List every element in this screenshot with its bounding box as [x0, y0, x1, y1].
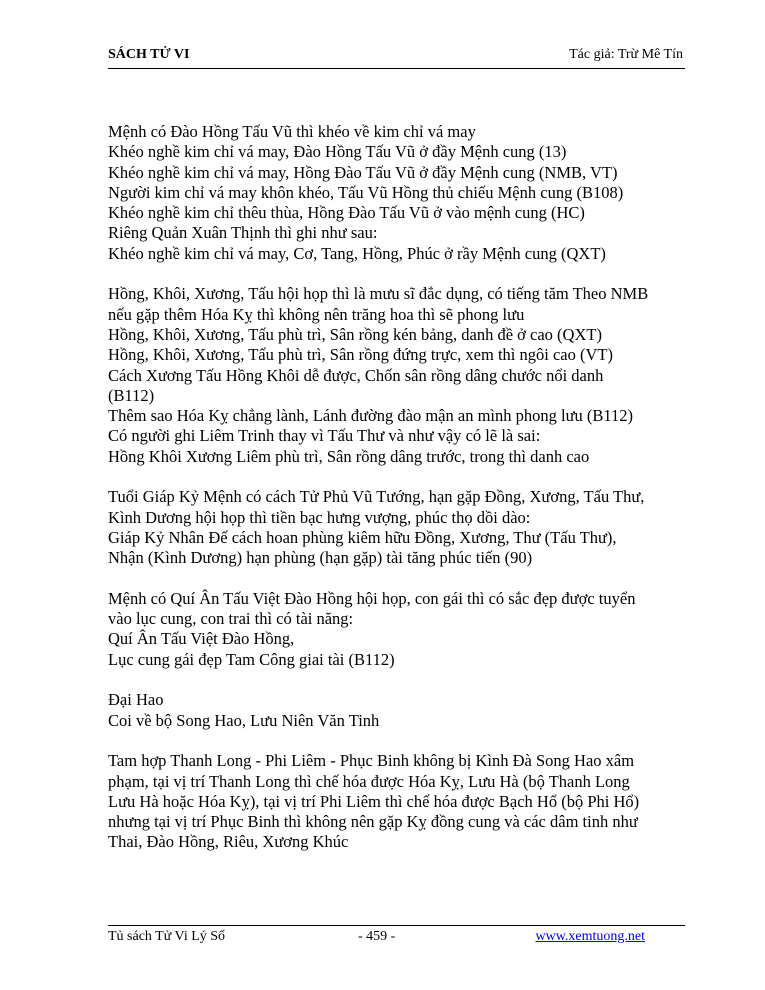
paragraph: [108, 122, 688, 264]
paragraph: [108, 589, 688, 670]
header-title: SÁCH TỬ VI: [108, 47, 190, 62]
text-line: Lưu Hà hoặc Hóa Kỵ), tại vị trí Phi Liêm thì chế hóa được Bạch Hổ (bộ Phi Hổ): [108, 791, 640, 811]
text-line: (B112): [108, 385, 155, 405]
text-line: phạm, tại vị trí Thanh Long thì chế hóa được Hóa Kỵ, Lưu Hà (bộ Thanh Long: [108, 771, 630, 791]
document-body: [108, 122, 688, 873]
text-line: Thêm sao Hóa Kỵ chẳng lành, Lánh đường đào mận an mình phong lưu (B112): [108, 406, 634, 426]
text-line: Quí Ân Tấu Việt Đào Hồng,: [108, 629, 295, 649]
text-line: Mệnh có Quí Ân Tấu Việt Đào Hồng hội họp, con gái thì có sắc đẹp được tuyển: [108, 588, 636, 608]
text-line: Giáp Kỷ Nhân Đế cách hoan phùng kiêm hữu Đồng, Xương, Thư (Tấu Thư),: [108, 527, 617, 547]
page-footer: [108, 925, 685, 952]
paragraph: [108, 284, 688, 467]
text-line: Lục cung gái đẹp Tam Công giai tài (B112): [108, 649, 395, 669]
paragraph: [108, 690, 688, 731]
footer-series-title: Tủ sách Tử Vi Lý Số: [108, 929, 226, 944]
text-line: Hồng, Khôi, Xương, Tấu hội họp thì là mưu sĩ đắc dụng, có tiếng tăm Theo NMB: [108, 284, 649, 304]
text-line: Khéo nghề kim chỉ vá may, Hồng Đào Tấu Vũ ở đầy Mệnh cung (NMB, VT): [108, 162, 618, 182]
paragraph: [108, 487, 688, 568]
text-line: Đại Hao: [108, 690, 164, 710]
page-header: [108, 44, 685, 69]
website-link[interactable]: www.xemtuong.net: [535, 929, 645, 944]
header-author: Tác giả: Trừ Mê Tín: [569, 47, 683, 62]
text-line: Riêng Quản Xuân Thịnh thì ghi như sau:: [108, 223, 378, 243]
text-line: Khéo nghề kim chỉ vá may, Đào Hồng Tấu Vũ ở đầy Mệnh cung (13): [108, 142, 567, 162]
text-line: Mệnh có Đào Hồng Tấu Vũ thì khéo về kim chỉ vá may: [108, 122, 476, 141]
text-line: Coi về bộ Song Hao, Lưu Niên Văn Tinh: [108, 710, 380, 730]
page-number: - 459 -: [358, 929, 396, 944]
text-line: Nhận (Kình Dương) hạn phùng (hạn gặp) tài tăng phúc tiến (90): [108, 548, 533, 568]
text-line: Hồng, Khôi, Xương, Tấu phù trì, Sân rồng đứng trực, xem thì ngôi cao (VT): [108, 345, 613, 365]
paragraph: [108, 751, 688, 852]
text-line: Hồng, Khôi, Xương, Tấu phù trì, Sân rồng kén bảng, danh đề ở cao (QXT): [108, 324, 602, 344]
text-line: Khéo nghề kim chỉ vá may, Cơ, Tang, Hồng, Phúc ở rầy Mệnh cung (QXT): [108, 243, 606, 263]
text-line: Kình Dương hội họp thì tiền bạc hưng vượng, phúc thọ dồi dào:: [108, 507, 531, 527]
text-line: Tuổi Giáp Kỷ Mệnh có cách Tử Phủ Vũ Tướng, hạn gặp Đồng, Xương, Tấu Thư,: [108, 487, 645, 507]
text-line: nếu gặp thêm Hóa Kỵ thì không nên trăng hoa thì sẽ phong lưu: [108, 304, 525, 324]
text-line: vào lục cung, con trai thì có tài năng:: [108, 609, 354, 629]
text-line: Hồng Khôi Xương Liêm phù trì, Sân rồng dâng trước, trong thì danh cao: [108, 446, 590, 466]
text-line: Cách Xương Tấu Hồng Khôi dễ được, Chốn sân rồng dâng chước nổi danh: [108, 365, 604, 385]
text-line: nhưng tại vị trí Phục Binh thì không nên gặp Kỵ đồng cung và các dâm tinh như: [108, 812, 638, 832]
text-line: Có người ghi Liêm Trinh thay vì Tấu Thư và như vậy có lẽ là sai:: [108, 426, 541, 446]
text-line: Thai, Đào Hồng, Riêu, Xương Khúc: [108, 832, 349, 852]
text-line: Khéo nghề kim chỉ thêu thùa, Hồng Đào Tấu Vũ ở vào mệnh cung (HC): [108, 203, 585, 223]
text-line: Người kim chỉ vá may khôn khéo, Tấu Vũ Hồng thủ chiếu Mệnh cung (B108): [108, 182, 624, 202]
text-line: Tam hợp Thanh Long - Phi Liêm - Phục Binh không bị Kình Đà Song Hao xâm: [108, 751, 635, 771]
